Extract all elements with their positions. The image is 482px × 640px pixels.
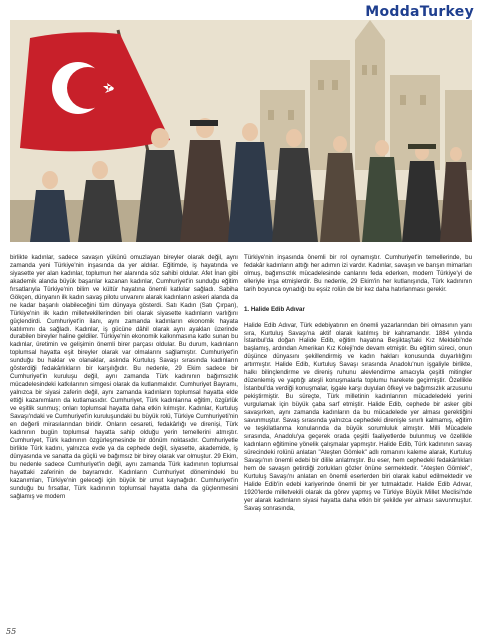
article-right-column bbox=[244, 246, 472, 626]
page-number: 55 bbox=[6, 627, 17, 636]
article-right-intro: Türkiye'nin inşasında önemli bir rol oynamıştır. Cumhuriyet'in temellerinde, bu fedakâr kadınların attığı her adımın izi vardır. Kadınlar, savaşın ve barışın mimarları olmuş, bağımsızlık mücadelesinde canlarını feda ederken, modern Türkiye'yi de elleriyle inşa etmişlerdir. Bu nedenle, 29 Ekim'in her kutlanışında, Türk kadınının tarih boyunca oynadığı bu eşsiz rolün de bir kez daha hatırlanması gerekir. bbox=[244, 253, 472, 293]
article-illustration bbox=[10, 20, 472, 242]
article-left-paragraph: birlikte kadınlar, sadece savaşın yükünü omuzlayan bireyler olarak değil, aynı zamanda yeni Türkiye'nin inşasında da yer aldılar. Eğitimde, iş hayatında ve siyasette yer alan kadınlar, toplumun her alanında söz sahibi oldular. Afet İnan gibi akademik alanda büyük başarılar kazanan kadınlar, Cumhuriyet'in sunduğu eğitim fırsatlarıyla Türkiye'nin bilim ve kültür hayatına önemli katkılar sağladı. Sabiha Gökçen, dünyanın ilk kadın savaş pilotu unvanını alarak kadınların askeri alanda da ne kadar başarılı olabileceğini tüm dünyaya gösterdi. Satı Kadın (Satı Çırpan), Türkiye'nin ilk kadın milletvekillerinden biri olarak siyasette kadınların varlığını güçlendirdi. Cumhuriyet'in ilanı, aynı zamanda kadınların ekonomik hayata katılımını da sağladı. Kadınlar, iş gücüne dâhil olarak aynı ayakları üzerinde durabilen bireyler haline geldiler. Türkiye'nin ekonomik kalkınmasına katkı sunan bu kadınlar, üretimin ve gelişimin önemli birer parçası oldular. Bu durum, kadınların toplumsal hayatta eşit bireyler olarak var olmalarını sağlamıştır. Cumhuriyet'in sunduğu bu haklar ve olanaklar, aslında Kurtuluş Savaşı sırasında kadınların gösterdiği fedakârlıkların bir karşılığıdır. Bu nedenle, 29 Ekim sadece bir Cumhuriyet'in kuruluşu değil, aynı zamanda Türk kadınının bağımsızlık mücadelesindeki katkılarının simgesi olarak da kutlanmalıdır. Cumhuriyet Bayramı, yalnızca bir siyasi zaferin değil, aynı zamanda kadınların toplumsal hayatta elde ettiği kazanımların da kutlamasıdır. Cumhuriyet, Türk kadınlarına eğitim, özgürlük ve eşitlik sunmuş; onları toplumsal hayatta daha etkin kılmıştır. Kadınlar, Kurtuluş Savaşı'ndaki ve Cumhuriyet'in kuruluşundaki bu büyük rolü, Türkiye Cumhuriyeti'nin en değerli mirasılarından biridir. Onların cesareti, fedakârlığı ve direnişi, Türk kadınının bugün toplumsal hayatta sahip olduğu yerin temellerini atmıştır. Cumhuriyet, Türk kadınının özgürleşmesinde bir dönüm noktasıdır. Cumhuriyetle birlikte Türk kadını, yalnızca evde ya da cephede değil, siyasette, akademide, iş dünyasında ve sanatta da güçlü ve bağımsız bir birey olarak var olmuştur. 29 Ekim, bu nedenle sadece Cumhuriyet'in değil, aynı zamanda Türk kadınının toplumsal hayattaki zaferinin de bayramıdır. Kadınların Cumhuriyet dönemindeki bu kazanımları, Türkiye'nin geleceği için büyük bir umut kaynağıdır. Cumhuriyet'in sunduğu bu fırsatlar, Türk kadınının toplumsal hayatta daha da güçlenmesini sağlamış ve modern bbox=[10, 253, 238, 500]
women-with-turkish-flag-illustration bbox=[10, 20, 472, 242]
magazine-masthead: ModdaTurkey bbox=[365, 4, 474, 20]
section-heading: 1. Halide Edib Adıvar bbox=[244, 305, 305, 313]
article-right-body: Halide Edib Adıvar, Türk edebiyatının en önemli yazarlarından biri olmasının yanı sıra, Kurtuluş Savaşı'na aktif olarak katılmış bir kahramandır. 1884 yılında İstanbul'da doğan Halide Edib, eğitim hayatına Beşiktaş'taki Kız Mektebi'nde başlamış, ardından Amerikan Kız Koleji'nde devam etmiştir. Bu eğitim süreci, onun düşünce dünyasını şekillendirmiş ve kadın hakları konusunda duyarlılığını artırmıştır. Halide Edib, Kurtuluş Savaşı sırasında Anadolu'nun işgaliyle birlikte, halkı bilinçlendirme ve direniş ruhunu alevlendirme amacıyla çeşitli mitingler düzenlemiş ve yaptığı ateşli konuşmalarla toplumu harekete geçirmiştir. Özellikle İstanbul'da verdiği konuşmalar, işgale karşı duyulan öfkeyi ve bağımsızlık arzusunu pekiştirmiştir. Bu süreçte, Türk milletinin kadınlarının mücadeledeki yerini vurgulamak için büyük çaba sarf etmiştir. Halide Edib, cephede bir asker gibi savaşırken, aynı zamanda kadınların da bu mücadelede yer alması gerektiğini savunmuştur. Savaş sırasında yalnızca cephedeki direnişle sınırlı kalmamış, eğitim ve teşkilatlanma konularında da büyük sorumluluk almıştır. Milli Mücadele sırasında, Anadolu'ya geçerek orada çeşitli faaliyetlerde bulunmuş ve özellikle kadınların eğitimine yönelik çalışmalar yapmıştır. Halide Edib, Türk kadınının savaş sürecindeki rolünü anlatan "Ateşten Gömlek" adlı romanını kaleme alarak, Kurtuluş Savaşı'nın önemli edebi bir dilile anlatmıştır. Bu eser, hem cephedeki fedakârlıkları hem de savaşın getirdiği zorlukları gözler önüne sermektedir. "Ateşten Gömlek", Kurtuluş Savaşı'nı anlatan en önemli eserlerden biri olarak kabul edilmektedir ve Halide Edib'in edebi kariyerinde önemli bir yer tutmaktadır. Halide Edib Adıvar, 1920'lerde milletvekili olarak da görev yapmış ve Türkiye Büyük Millet Meclisi'nde yer alarak kadınların siyasi hayatta daha etkin bir şekilde yer alması savunmuştur. Savaş sonrasında, bbox=[244, 321, 472, 512]
article-left-column bbox=[10, 246, 238, 626]
flag-crescent-inner bbox=[67, 67, 109, 109]
